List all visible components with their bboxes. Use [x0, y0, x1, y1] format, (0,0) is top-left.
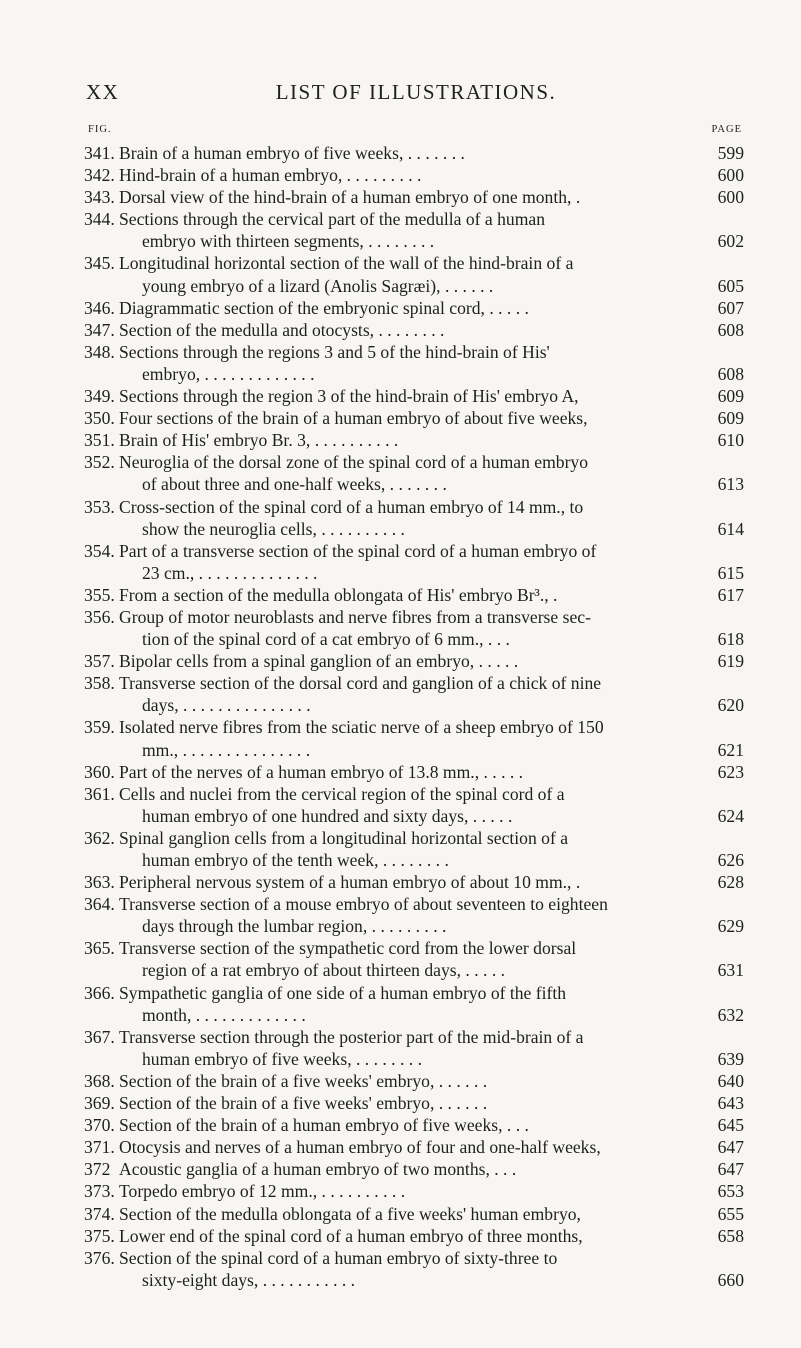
figure-number: 374. — [84, 1203, 115, 1224]
figure-number: 341. — [84, 143, 115, 163]
page-number: 617 — [717, 584, 744, 605]
entry-line — [84, 164, 744, 186]
figure-number: 346. — [84, 297, 115, 318]
page-number: 614 — [717, 518, 744, 539]
entry-line — [84, 849, 744, 871]
entry-line — [84, 208, 744, 230]
figure-caption: Bipolar cells from a spinal ganglion of an embryo, . . . . . — [119, 651, 519, 672]
list-item — [84, 1158, 744, 1180]
figure-caption: Brain of a human embryo of five weeks, . . . . . . . — [119, 143, 465, 163]
entry-line — [84, 584, 744, 606]
fig-column-header: FIG. — [88, 124, 112, 135]
figure-caption: Transverse section through the posterior part of the mid-brain of a — [119, 1026, 584, 1047]
page-number: 655 — [717, 1203, 744, 1224]
figure-number: 370. — [84, 1115, 115, 1136]
figure-caption: Part of the nerves of a human embryo of 13.8 mm., . . . . . — [119, 761, 524, 782]
page-number: 631 — [717, 960, 744, 981]
entry-line — [84, 1092, 744, 1114]
list-item — [84, 1247, 744, 1291]
page-number: 653 — [717, 1181, 744, 1202]
entry-line — [84, 827, 744, 849]
figure-caption: Section of the brain of a human embryo of five weeks, . . . — [119, 1115, 529, 1136]
entry-line — [84, 805, 744, 827]
figure-caption: Four sections of the brain of a human embryo of about five weeks, — [119, 408, 588, 429]
figure-caption: Dorsal view of the hind-brain of a human embryo of one month, . — [119, 187, 581, 208]
figure-number: 367. — [84, 1026, 115, 1047]
figure-caption: show the neuroglia cells, . . . . . . . . . . — [142, 518, 405, 539]
list-item — [84, 1203, 744, 1225]
page-number: 626 — [717, 850, 744, 870]
figure-caption: Section of the medulla and otocysts, . . . . . . . . — [119, 319, 445, 340]
figure-caption: Isolated nerve fibres from the sciatic nerve of a sheep embryo of 150 — [119, 717, 604, 738]
figure-number: 361. — [84, 783, 115, 804]
list-item — [84, 252, 744, 296]
figure-caption: Section of the medulla oblongata of a five weeks' human embryo, — [119, 1203, 581, 1224]
entry-line — [84, 959, 744, 981]
figure-caption: Peripheral nervous system of a human embryo of about 10 mm., . — [119, 872, 581, 893]
figure-number: 352. — [84, 452, 115, 473]
figure-caption: From a section of the medulla oblongata of His' embryo Br³., . — [119, 584, 558, 605]
figure-number: 360. — [84, 761, 115, 782]
list-item — [84, 385, 744, 407]
page-number: 605 — [717, 275, 744, 296]
entry-line — [84, 893, 744, 915]
list-item — [84, 540, 744, 584]
page-header — [86, 80, 746, 106]
figure-caption: Part of a transverse section of the spinal cord of a human embryo of — [119, 540, 597, 561]
figure-caption: Spinal ganglion cells from a longitudinal horizontal section of a — [119, 827, 569, 848]
entry-line — [84, 363, 744, 385]
figure-number: 354. — [84, 540, 115, 561]
entry-line — [84, 1136, 744, 1158]
list-item — [84, 650, 744, 672]
list-item — [84, 982, 744, 1026]
entry-line — [84, 562, 744, 584]
entry-line — [84, 672, 744, 694]
column-headers — [88, 124, 742, 138]
figure-caption: mm., . . . . . . . . . . . . . . . — [142, 739, 311, 760]
page-number: 645 — [717, 1115, 744, 1136]
page-number: 647 — [717, 1159, 744, 1180]
figure-caption: Otocysis and nerves of a human embryo of four and one-half weeks, — [119, 1137, 601, 1158]
figure-caption: Section of the brain of a five weeks' embryo, . . . . . . — [119, 1093, 488, 1114]
page-number: 628 — [717, 872, 744, 893]
figure-number: 348. — [84, 341, 115, 362]
figure-caption: Brain of His' embryo Br. 3, . . . . . . . . . . — [119, 430, 399, 451]
figure-number: 350. — [84, 408, 115, 429]
page-number: 602 — [717, 231, 744, 252]
list-item — [84, 164, 744, 186]
list-item — [84, 1136, 744, 1158]
figure-caption: Sections through the regions 3 and 5 of the hind-brain of His' — [119, 341, 550, 362]
list-item — [84, 606, 744, 650]
entry-line — [84, 915, 744, 937]
figure-caption: of about three and one-half weeks, . . . . . . . — [142, 474, 447, 495]
figure-caption: Group of motor neuroblasts and nerve fibres from a transverse sec- — [119, 606, 591, 627]
list-item — [84, 1180, 744, 1202]
figure-caption: embryo with thirteen segments, . . . . . . . . — [142, 231, 435, 252]
page-number: 599 — [717, 143, 744, 163]
list-item — [84, 584, 744, 606]
list-item — [84, 297, 744, 319]
page-number: 639 — [717, 1048, 744, 1069]
entry-line — [84, 1026, 744, 1048]
figure-number: 356. — [84, 606, 115, 627]
page-number: 624 — [717, 805, 744, 826]
figure-caption: Cells and nuclei from the cervical region of the spinal cord of a — [119, 783, 565, 804]
figure-number: 371. — [84, 1137, 115, 1158]
list-item — [84, 407, 744, 429]
entry-line — [84, 1048, 744, 1070]
entry-line — [84, 518, 744, 540]
entry-line — [84, 1114, 744, 1136]
page-number: 640 — [717, 1070, 744, 1091]
figure-caption: days through the lumbar region, . . . . . . . . . — [142, 916, 447, 937]
entry-line — [84, 606, 744, 628]
page-number: 608 — [717, 319, 744, 340]
figure-caption: young embryo of a lizard (Anolis Sagræi), . . . . . . — [142, 275, 494, 296]
entry-line — [84, 319, 744, 341]
page-number: 609 — [717, 386, 744, 407]
list-item — [84, 496, 744, 540]
list-item — [84, 429, 744, 451]
list-item — [84, 208, 744, 252]
entry-line — [84, 275, 744, 297]
entry-line — [84, 1225, 744, 1247]
entry-line — [84, 1247, 744, 1269]
figure-number: 369. — [84, 1093, 115, 1114]
page-number: 658 — [717, 1225, 744, 1246]
entry-line — [84, 650, 744, 672]
page-number: 621 — [717, 739, 744, 760]
figure-caption: Transverse section of a mouse embryo of about seventeen to eighteen — [119, 894, 608, 915]
entry-line — [84, 473, 744, 495]
figure-caption: Section of the brain of a five weeks' embryo, . . . . . . — [119, 1070, 488, 1091]
entry-line — [84, 496, 744, 518]
figure-number: 344. — [84, 209, 115, 230]
figure-number: 363. — [84, 872, 115, 893]
page-number: 629 — [717, 916, 744, 937]
list-item — [84, 1114, 744, 1136]
entry-line — [84, 628, 744, 650]
figure-caption: Cross-section of the spinal cord of a human embryo of 14 mm., to — [119, 496, 584, 517]
figure-caption: Transverse section of the sympathetic cord from the lower dorsal — [119, 938, 577, 959]
figure-number: 343. — [84, 187, 115, 208]
figure-number: 349. — [84, 386, 115, 407]
figure-caption: tion of the spinal cord of a cat embryo of 6 mm., . . . — [142, 629, 510, 650]
figure-number: 368. — [84, 1070, 115, 1091]
page-numeral: XX — [86, 80, 120, 104]
list-item — [84, 186, 744, 208]
page-number: 608 — [717, 363, 744, 384]
figure-caption: days, . . . . . . . . . . . . . . . — [142, 695, 311, 716]
page-number: 660 — [717, 1269, 744, 1290]
figure-caption: Lower end of the spinal cord of a human embryo of three months, — [119, 1225, 583, 1246]
entry-line — [84, 385, 744, 407]
page-number: 618 — [717, 629, 744, 650]
entry-line — [84, 871, 744, 893]
figure-number: 362. — [84, 827, 115, 848]
entry-line — [84, 1070, 744, 1092]
page-title: LIST OF ILLUSTRATIONS. — [275, 80, 557, 104]
list-item — [84, 871, 744, 893]
page-number: 615 — [717, 562, 744, 583]
figure-caption: sixty-eight days, . . . . . . . . . . . — [142, 1269, 356, 1290]
list-item — [84, 937, 744, 981]
entry-line — [84, 429, 744, 451]
figure-caption: Longitudinal horizontal section of the wall of the hind-brain of a — [119, 253, 574, 274]
figure-number: 357. — [84, 651, 115, 672]
list-item — [84, 319, 744, 341]
entry-line — [84, 1180, 744, 1202]
page-column-header: PAGE — [711, 124, 742, 135]
entry-line — [84, 451, 744, 473]
figure-number: 375. — [84, 1225, 115, 1246]
list-item — [84, 1225, 744, 1247]
figure-number: 372 — [84, 1159, 111, 1180]
figure-caption: Sympathetic ganglia of one side of a human embryo of the fifth — [119, 982, 567, 1003]
list-item — [84, 783, 744, 827]
entry-line — [84, 297, 744, 319]
page-number: 609 — [717, 408, 744, 429]
entry-line — [84, 252, 744, 274]
entry-line — [84, 716, 744, 738]
entry-line — [84, 1269, 744, 1291]
entry-line — [84, 982, 744, 1004]
page-number: 647 — [717, 1137, 744, 1158]
figure-caption: Transverse section of the dorsal cord and ganglion of a chick of nine — [119, 673, 602, 694]
entry-line — [84, 230, 744, 252]
illustration-list — [84, 142, 744, 1291]
page-number: 632 — [717, 1004, 744, 1025]
list-item — [84, 451, 744, 495]
figure-caption: embryo, . . . . . . . . . . . . . — [142, 363, 315, 384]
page-number: 643 — [717, 1093, 744, 1114]
entry-line — [84, 761, 744, 783]
figure-caption: Acoustic ganglia of a human embryo of two months, . . . — [119, 1159, 517, 1180]
page-number: 623 — [717, 761, 744, 782]
figure-caption: Torpedo embryo of 12 mm., . . . . . . . . . . — [119, 1181, 406, 1202]
figure-caption: Diagrammatic section of the embryonic spinal cord, . . . . . — [119, 297, 529, 318]
figure-caption: Sections through the region 3 of the hind-brain of His' embryo A, — [119, 386, 579, 407]
entry-line — [84, 186, 744, 208]
entry-line — [84, 694, 744, 716]
entry-line — [84, 407, 744, 429]
list-item — [84, 893, 744, 937]
figure-number: 353. — [84, 496, 115, 517]
figure-caption: Hind-brain of a human embryo, . . . . . . . . . — [119, 165, 422, 186]
figure-caption: human embryo of one hundred and sixty days, . . . . . — [142, 805, 513, 826]
entry-line — [84, 540, 744, 562]
figure-number: 359. — [84, 717, 115, 738]
figure-number: 366. — [84, 982, 115, 1003]
figure-caption: Section of the spinal cord of a human embryo of sixty-three to — [119, 1247, 558, 1268]
figure-number: 365. — [84, 938, 115, 959]
list-item — [84, 716, 744, 760]
entry-line — [84, 937, 744, 959]
page-number: 620 — [717, 695, 744, 716]
figure-number: 364. — [84, 894, 115, 915]
figure-number: 342. — [84, 165, 115, 186]
entry-line — [84, 739, 744, 761]
figure-number: 373. — [84, 1181, 115, 1202]
list-item — [84, 1092, 744, 1114]
figure-caption: Neuroglia of the dorsal zone of the spinal cord of a human embryo — [119, 452, 589, 473]
list-item — [84, 761, 744, 783]
figure-caption: 23 cm., . . . . . . . . . . . . . . — [142, 562, 318, 583]
page-number: 619 — [717, 651, 744, 672]
figure-number: 376. — [84, 1247, 115, 1268]
list-item — [84, 1026, 744, 1070]
page-number: 610 — [717, 430, 744, 451]
figure-number: 355. — [84, 584, 115, 605]
figure-number: 345. — [84, 253, 115, 274]
page-number: 600 — [717, 165, 744, 186]
figure-number: 351. — [84, 430, 115, 451]
list-item — [84, 672, 744, 716]
entry-line — [84, 1158, 744, 1180]
list-item — [84, 341, 744, 385]
figure-number: 347. — [84, 319, 115, 340]
figure-caption: human embryo of five weeks, . . . . . . . . — [142, 1048, 422, 1069]
entry-line — [84, 783, 744, 805]
entry-line — [84, 1004, 744, 1026]
figure-number: 358. — [84, 673, 115, 694]
entry-line — [84, 341, 744, 363]
figure-caption: Sections through the cervical part of the medulla of a human — [119, 209, 546, 230]
page-number: 600 — [717, 187, 744, 208]
page-number: 613 — [717, 474, 744, 495]
entry-line — [84, 142, 744, 164]
entry-line — [84, 1203, 744, 1225]
list-item — [84, 1070, 744, 1092]
figure-caption: human embryo of the tenth week, . . . . . . . . — [142, 850, 449, 870]
figure-caption: month, . . . . . . . . . . . . . — [142, 1004, 306, 1025]
list-item — [84, 827, 744, 871]
figure-caption: region of a rat embryo of about thirteen days, . . . . . — [142, 960, 506, 981]
list-item — [84, 142, 744, 164]
page-number: 607 — [717, 297, 744, 318]
